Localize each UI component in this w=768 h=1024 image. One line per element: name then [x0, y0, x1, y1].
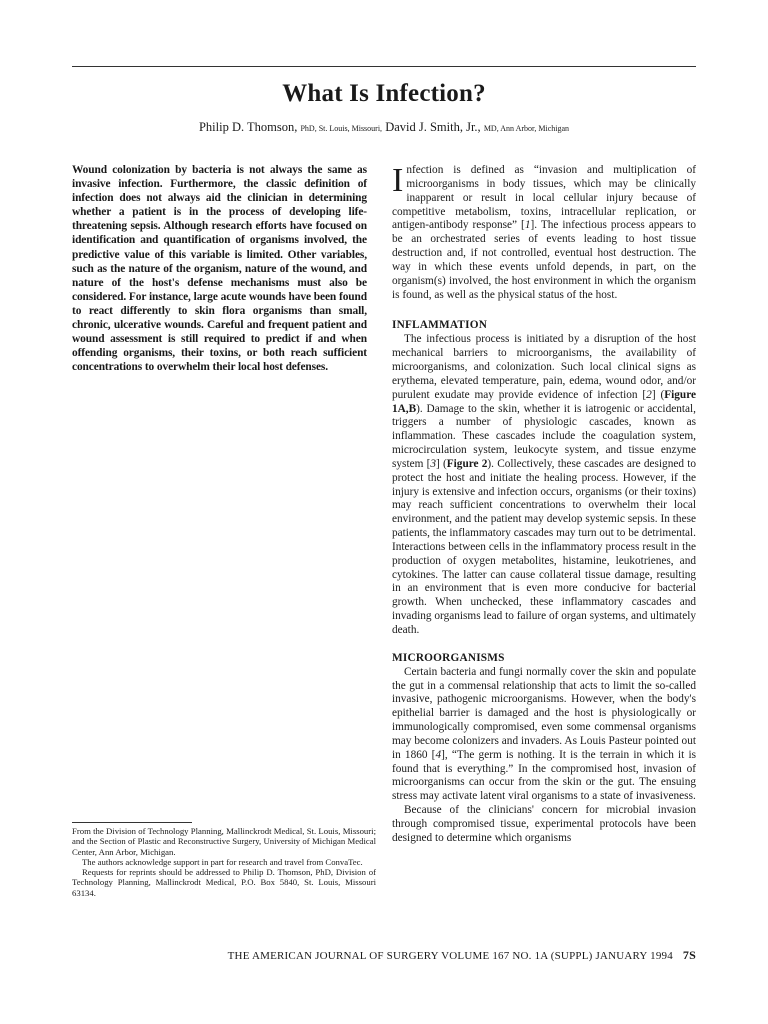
figure-2-ref: Figure 2 — [446, 457, 488, 470]
microorganisms-paragraph-2: Because of the clinicians' concern for microbial invasion through compromised tissue, experimental protocols have been designed to determine which organisms — [392, 804, 696, 844]
inflammation-paragraph: The infectious process is initiated by a disruption of the host mechanical barriers to microorganisms, the availability of microorganisms, and colonization. Such local clinical signs as erythema, elevated temperature, pain, edema, wound odor, and/or purulent exudate may provide evidence of infection [2] (Figure 1A,B). Damage to the skin, whether it is iatrogenic or accidental, triggers a number of physiologic cascades, known as inflammation. These cascades include the coagulation system, microcirculation system, leukocyte system, and tissue enzyme system [3] (Figure 2). Collectively, these cascades are designed to protect the host and initiate the healing process. However, if the injury is extensive and infection occurs, organisms (or their toxins) may reach sufficient concentrations to overwhelm their local environment, and the patient may develop systemic sepsis. In these patients, the inflammatory cascades may turn out to be detrimental. Interactions between cells in the inflammatory process result in the production of oxygen metabolites, histamine, leukotrienes, and cytokines. The latter can cause collateral tissue damage, resulting in an environment that is even more conducive for bacterial growth. When unchecked, these inflammatory cascades and invading organisms lead to failure of organ systems, and ultimately death. — [392, 333, 697, 636]
article-title: What Is Infection? — [282, 80, 486, 107]
author-1-affiliation: PhD, St. Louis, Missouri, — [300, 124, 383, 133]
reference-1: 1 — [524, 219, 531, 232]
journal-citation: THE AMERICAN JOURNAL OF SURGERY VOLUME 167 NO. 1A (SUPPL) JANUARY 1994 — [227, 950, 673, 962]
author-2-affiliation: MD, Ann Arbor, Michigan — [483, 124, 570, 133]
byline — [0, 120, 768, 135]
section-heading-inflammation: INFLAMMATION — [392, 319, 488, 332]
journal-footer — [72, 948, 696, 963]
page-number: 7S — [682, 948, 696, 962]
reference-4: 4 — [435, 748, 442, 761]
footnote-acknowledgment: The authors acknowledge support in part for research and travel from ConvaTec. — [82, 856, 363, 867]
section-heading-microorganisms: MICROORGANISMS — [392, 651, 505, 664]
reference-2: 2 — [646, 388, 652, 401]
reference-3: 3 — [430, 457, 437, 470]
footnote-affiliation: From the Division of Technology Planning, Mallinckrodt Medical, St. Louis, Missouri; and the Section of Plastic and Reconstructive Surgery, University of Michigan Medical Center, Ann Arbor, Michigan. — [72, 826, 376, 857]
author-2-name: David J. Smith, Jr., — [385, 120, 481, 134]
top-rule — [72, 66, 696, 67]
footnotes — [72, 826, 376, 898]
intro-paragraph: Infection is defined as “invasion and multiplication of microorganisms in body tissues, which may be clinically inapparent or result in local cellular injury because of competitive metabolism, toxins, intracellular replication, or antigen-antibody response” [1]. The infectious process appears to be an orchestrated series of events leading to host tissue destruction and, if not controlled, eventual host destruction. The way in which these events unfold depends, in part, on the organism(s) involved, the host environment in which the organism is found, as well as the physical status of the host. — [392, 162, 697, 301]
drop-cap: I — [392, 162, 404, 199]
left-column — [72, 163, 367, 374]
abstract: Wound colonization by bacteria is not always the same as invasive infection. Furthermore, the classic definition of infection does not always aid the clinician in determining whether a patient is in the process of developing life-threatening sepsis. Although research efforts have focused on identification and quantification of organisms involved, the predictive value of this variable is limited. Other variables, such as the nature of the organism, nature of the wound, and nature of the host's defense mechanisms must also be considered. For instance, large acute wounds have been found to react differently to skin flora organisms than small, chronic, ulcerative wounds. Careful and frequent patient and wound assessment is still required to predict if and when offending organisms, their toxins, or both reach sufficient concentrations to overwhelm their local host defenses. — [72, 164, 367, 374]
right-column — [392, 164, 696, 846]
microorganisms-paragraph-1: Certain bacteria and fungi normally cover the skin and populate the gut in a commensal relationship that acts to limit the so-called invasive, pathogenic microorganisms. However, when the body's epithelial barrier is damaged and the host is physiologically or immunologically compromised, even some commensal organisms may become colonizers and invaders. As Louis Pasteur pointed out in 1860 [4], “The germ is nothing. It is the terrain in which it is found that is everything.” In the compromised host, invasion of microorganisms can occur from the skin or the gut. The ensuing stress may activate latent viral organisms to a state of invasiveness. — [392, 665, 696, 803]
footnote-rule — [72, 822, 192, 823]
footnote-reprints: Requests for reprints should be addressed to Philip D. Thomson, PhD, Division of Technology Planning, Mallinckrodt Medical, P.O. Box 5840, St. Louis, Missouri 63134. — [72, 867, 376, 898]
figure-1-ref: Figure 1A,B — [392, 388, 697, 415]
author-1-name: Philip D. Thomson, — [198, 120, 298, 134]
